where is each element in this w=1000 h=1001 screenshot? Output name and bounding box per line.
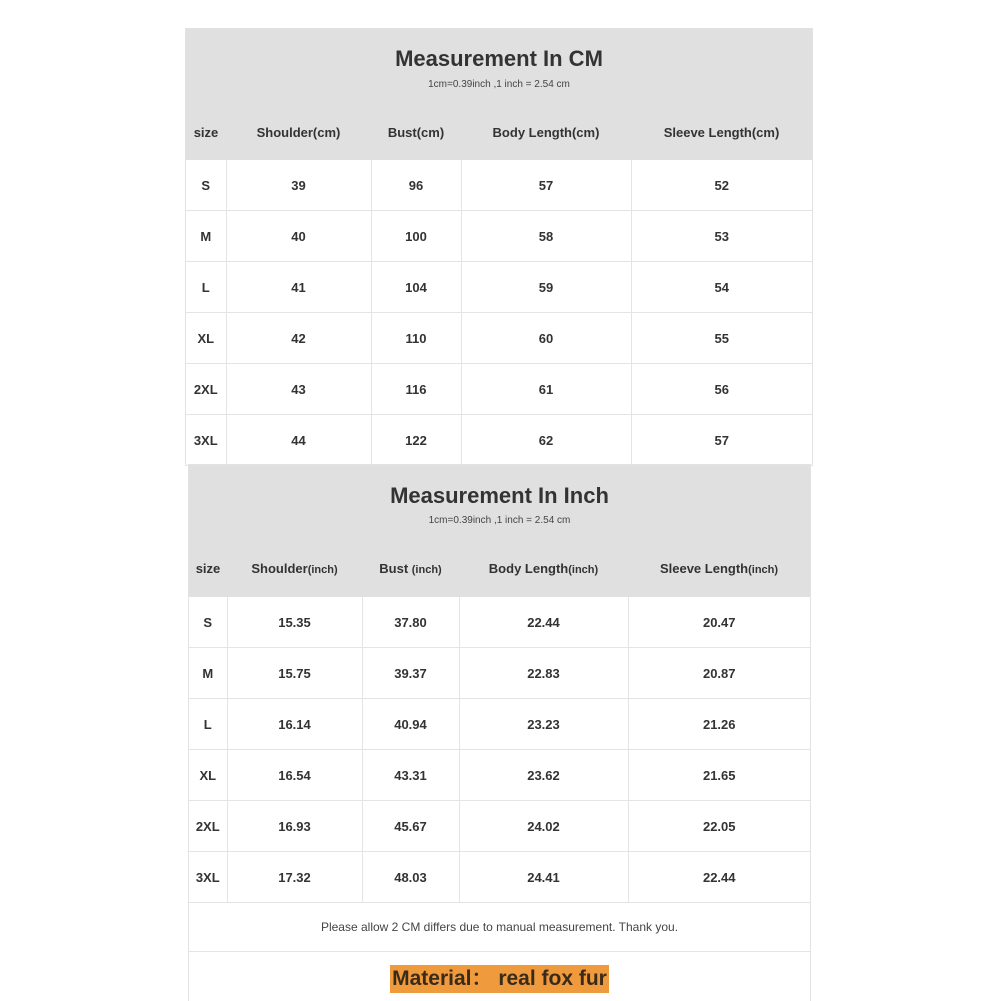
measurement-disclaimer: Please allow 2 CM differs due to manual measurement. Thank you.	[189, 903, 810, 952]
bust-cell: 40.94	[362, 699, 459, 750]
inch-size-chart	[188, 464, 811, 1001]
sleeve-length-cell: 21.26	[628, 699, 810, 750]
table-row	[186, 160, 812, 211]
table-row	[186, 262, 812, 313]
body-length-cell: 22.44	[459, 597, 628, 648]
inch-title: Measurement In Inch	[390, 483, 609, 508]
shoulder-cell: 40	[226, 211, 371, 262]
col-header-shoulder: Shoulder(inch)	[251, 561, 338, 576]
table-row	[189, 852, 810, 903]
size-cell: S	[186, 160, 226, 211]
table-row	[186, 415, 812, 466]
sleeve-length-cell: 20.47	[628, 597, 810, 648]
shoulder-cell: 17.32	[227, 852, 362, 903]
col-header-body-length: Body Length(cm)	[492, 125, 600, 140]
sleeve-length-cell: 53	[631, 211, 812, 262]
sleeve-length-cell: 21.65	[628, 750, 810, 801]
col-header-sleeve-length: Sleeve Length(cm)	[663, 125, 780, 140]
body-length-cell: 24.02	[459, 801, 628, 852]
body-length-cell: 58	[461, 211, 631, 262]
col-header-shoulder: Shoulder(cm)	[256, 125, 341, 140]
table-row	[186, 364, 812, 415]
shoulder-cell: 15.75	[227, 648, 362, 699]
col-header-size: size	[195, 561, 221, 576]
table-row	[189, 750, 810, 801]
sleeve-length-cell: 56	[631, 364, 812, 415]
shoulder-cell: 16.93	[227, 801, 362, 852]
size-cell: 2XL	[189, 801, 227, 852]
size-cell: S	[189, 597, 227, 648]
sleeve-length-cell: 52	[631, 160, 812, 211]
table-row	[189, 597, 810, 648]
shoulder-cell: 44	[226, 415, 371, 466]
body-length-cell: 62	[461, 415, 631, 466]
cm-data-table	[186, 160, 812, 466]
shoulder-cell: 41	[226, 262, 371, 313]
size-cell: 3XL	[189, 852, 227, 903]
bust-cell: 48.03	[362, 852, 459, 903]
table-row	[186, 313, 812, 364]
col-header-size: size	[193, 125, 219, 140]
size-cell: L	[186, 262, 226, 313]
body-length-cell: 22.83	[459, 648, 628, 699]
inch-data-table	[189, 597, 810, 903]
cm-column-headers	[186, 125, 812, 140]
bust-cell: 122	[371, 415, 461, 466]
sleeve-length-cell: 22.44	[628, 852, 810, 903]
size-cell: XL	[186, 313, 226, 364]
bust-cell: 116	[371, 364, 461, 415]
material-section	[189, 952, 810, 993]
size-cell: 2XL	[186, 364, 226, 415]
body-length-cell: 59	[461, 262, 631, 313]
bust-cell: 110	[371, 313, 461, 364]
table-row	[186, 211, 812, 262]
inch-conversion-note: 1cm=0.39inch ,1 inch = 2.54 cm	[428, 515, 571, 526]
bust-cell: 100	[371, 211, 461, 262]
size-cell: XL	[189, 750, 227, 801]
size-cell: 3XL	[186, 415, 226, 466]
col-header-bust: Bust(cm)	[387, 125, 445, 140]
bust-cell: 39.37	[362, 648, 459, 699]
sleeve-length-cell: 55	[631, 313, 812, 364]
shoulder-cell: 43	[226, 364, 371, 415]
sleeve-length-cell: 22.05	[628, 801, 810, 852]
size-cell: M	[186, 211, 226, 262]
sleeve-length-cell: 57	[631, 415, 812, 466]
size-cell: L	[189, 699, 227, 750]
cm-size-chart	[185, 28, 813, 466]
cm-conversion-note: 1cm=0.39inch ,1 inch = 2.54 cm	[428, 79, 570, 90]
col-header-sleeve-length: Sleeve Length(inch)	[659, 561, 779, 576]
bust-cell: 37.80	[362, 597, 459, 648]
sleeve-length-cell: 54	[631, 262, 812, 313]
bust-cell: 104	[371, 262, 461, 313]
table-row	[189, 648, 810, 699]
table-row	[189, 801, 810, 852]
shoulder-cell: 15.35	[227, 597, 362, 648]
col-header-bust: Bust (inch)	[379, 561, 442, 576]
bust-cell: 96	[371, 160, 461, 211]
inch-column-headers	[189, 561, 810, 576]
size-cell: M	[189, 648, 227, 699]
sleeve-length-cell: 20.87	[628, 648, 810, 699]
table-row	[189, 699, 810, 750]
cm-title: Measurement In CM	[395, 46, 603, 71]
cm-header	[186, 29, 812, 160]
bust-cell: 45.67	[362, 801, 459, 852]
shoulder-cell: 42	[226, 313, 371, 364]
shoulder-cell: 16.14	[227, 699, 362, 750]
bust-cell: 43.31	[362, 750, 459, 801]
shoulder-cell: 16.54	[227, 750, 362, 801]
shoulder-cell: 39	[226, 160, 371, 211]
body-length-cell: 23.23	[459, 699, 628, 750]
body-length-cell: 60	[461, 313, 631, 364]
body-length-cell: 61	[461, 364, 631, 415]
body-length-cell: 23.62	[459, 750, 628, 801]
material-label: Material： real fox fur	[390, 965, 609, 993]
col-header-body-length: Body Length(inch)	[488, 561, 599, 576]
body-length-cell: 57	[461, 160, 631, 211]
inch-header	[189, 465, 810, 597]
body-length-cell: 24.41	[459, 852, 628, 903]
